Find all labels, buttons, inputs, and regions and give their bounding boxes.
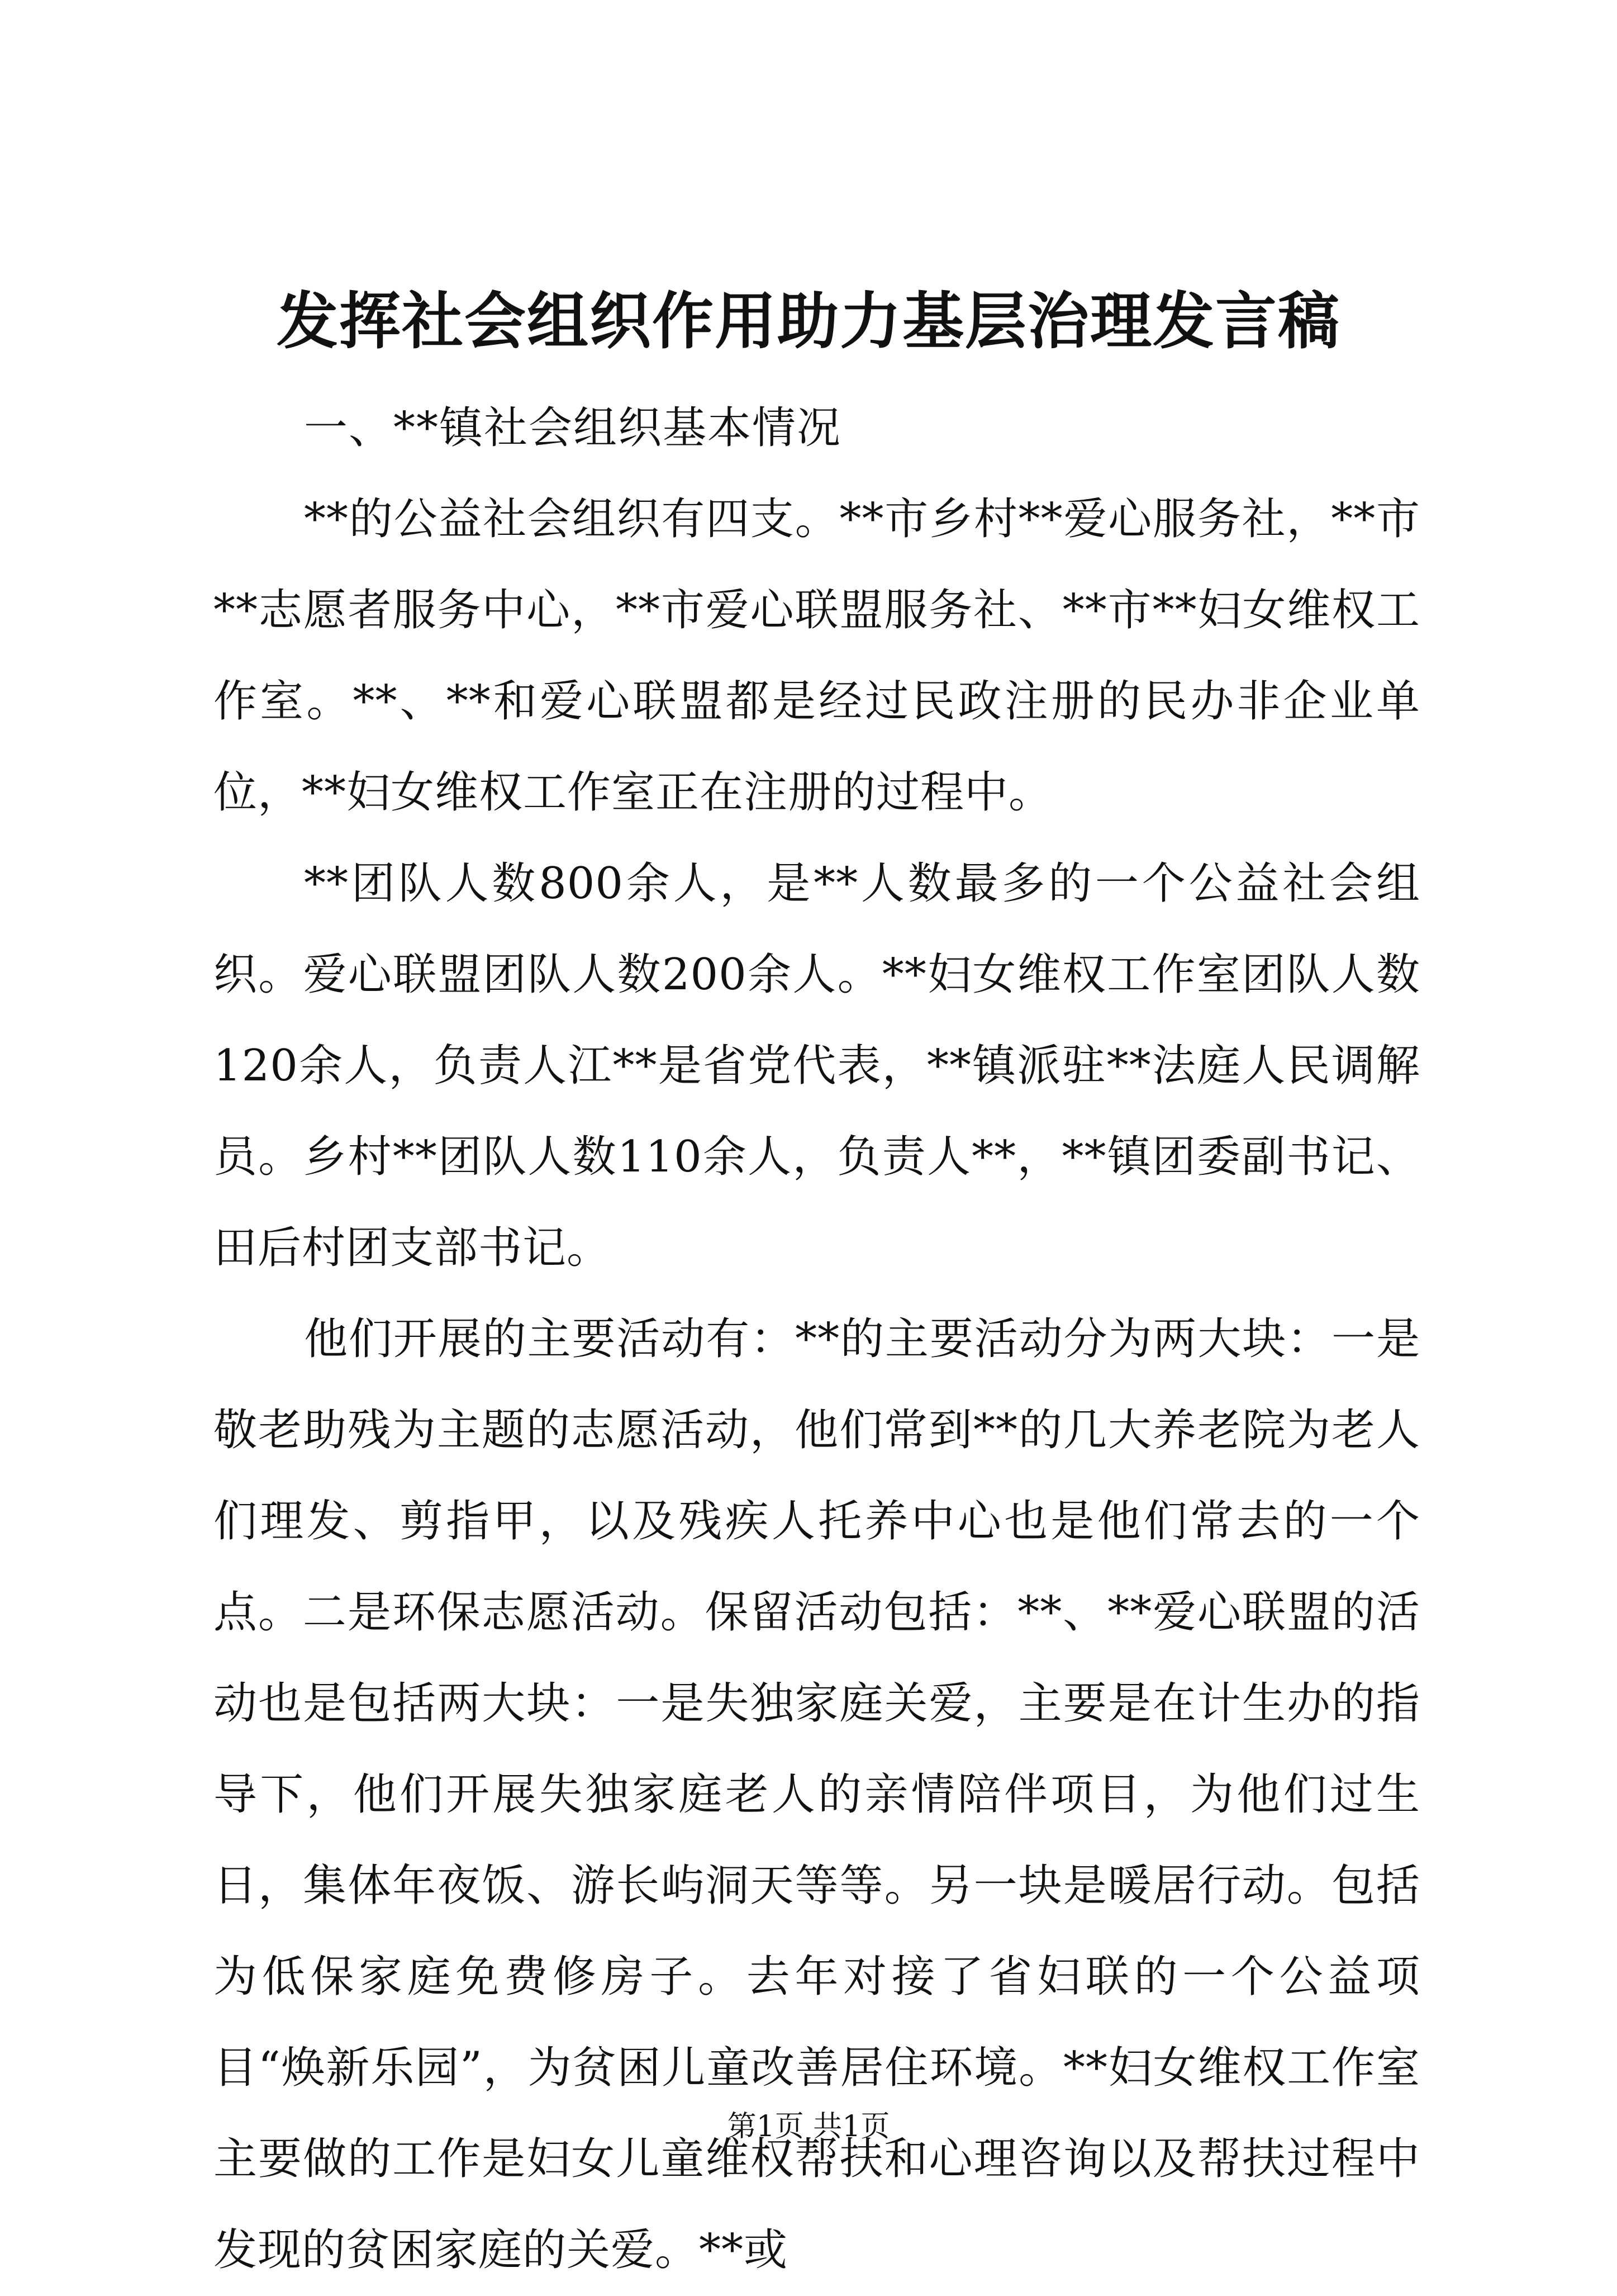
document-body — [213, 383, 1420, 2296]
document-title: 发挥社会组织作用助力基层治理发言稿 — [277, 285, 1340, 357]
section-heading: 一、**镇社会组织基本情况 — [304, 403, 842, 453]
paragraph-activities: 他们开展的主要活动有：**的主要活动分为两大块：一是敬老助残为主题的志愿活动，他们常到**的几大养老院为老人们理发、剪指甲，以及残疾人托养中心也是他们常去的一个点。二是环保志愿活动。保留活动包括：**、**爱心联盟的活动也是包括两大块：一是失独家庭关爱，主要是在计生办的指导下，他们开展失独家庭老人的亲情陪伴项目，为他们过生日，集体年夜饭、游长屿洞天等等。另一块是暖居行动。包括为低保家庭免费修房子。去年对接了省妇联的一个公益项目“焕新乐园”，为贫困儿童改善居住环境。**妇女维权工作室主要做的工作是妇女儿童维权帮扶和心理咨询以及帮扶过程中发现的贫困家庭的关爱。**或 — [213, 1314, 1420, 2275]
page-footer: 第1页 共1页 — [727, 2110, 890, 2143]
paragraph-team-sizes: **团队人数800余人，是**人数最多的一个公益社会组织。爱心联盟团队人数200余人。**妇女维权工作室团队人数120余人，负责人江**是省党代表，**镇派驻**法庭人民调解员。乡村**团队人数110余人，负责人**，**镇团委副书记、田后村团支部书记。 — [213, 858, 1420, 1273]
paragraph-organizations: **的公益社会组织有四支。**市乡村**爱心服务社，**市**志愿者服务中心，**市爱心联盟服务社、**市**妇女维权工作室。**、**和爱心联盟都是经过民政注册的民办非企业单位，**妇女维权工作室正在注册的过程中。 — [213, 494, 1420, 818]
